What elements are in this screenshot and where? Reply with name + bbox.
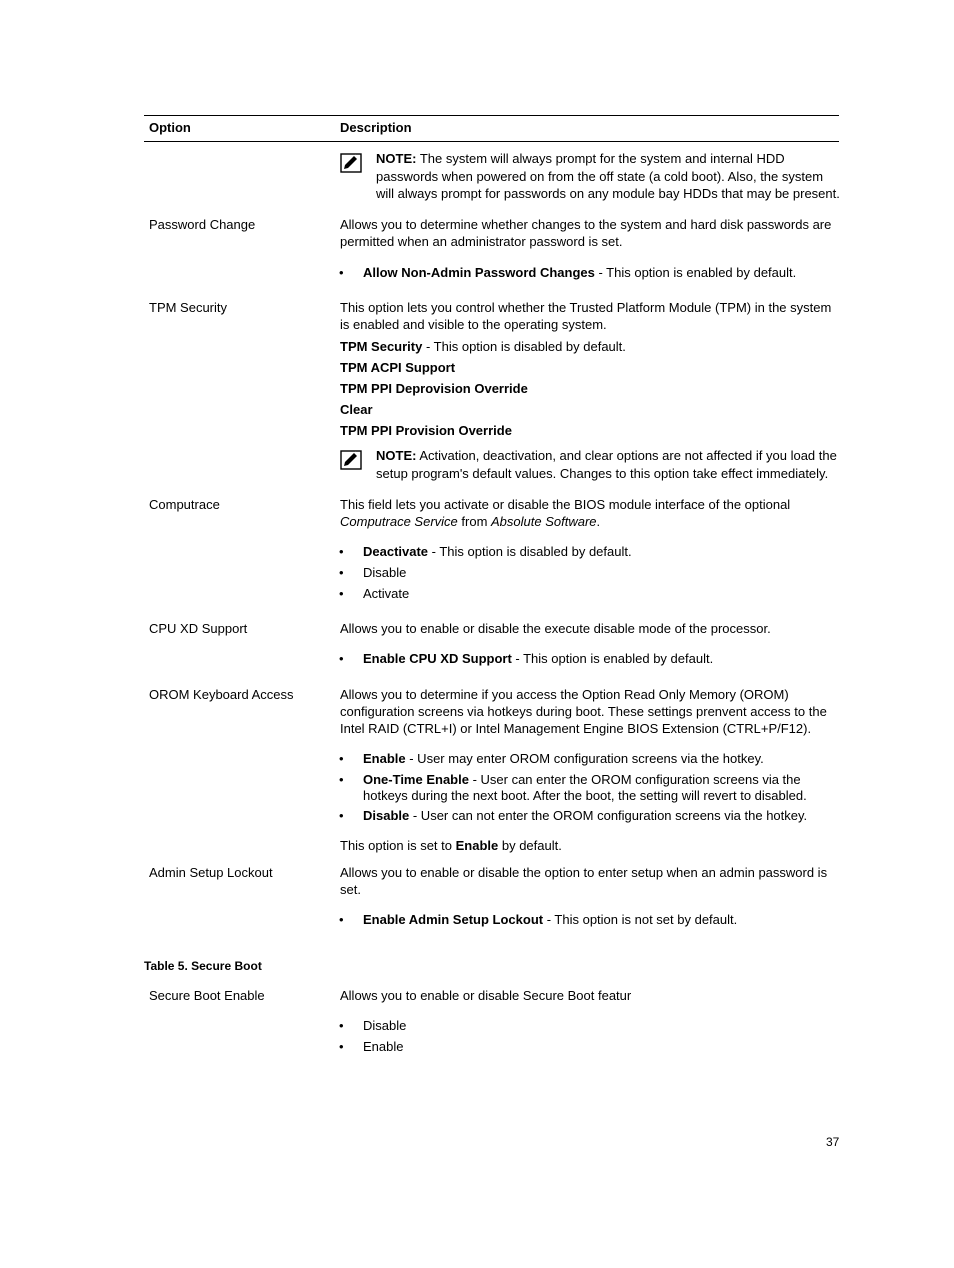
tpm-line-5: TPM PPI Provision Override [340, 423, 512, 438]
note-1-label: NOTE: [376, 151, 417, 166]
option-admin-setup-lockout: Admin Setup Lockout [149, 865, 273, 880]
desc-secure-boot-enable: Allows you to enable or disable Secure Boot featur [340, 988, 632, 1003]
option-password-change: Password Change [149, 217, 256, 232]
option-secure-boot-enable: Secure Boot Enable [149, 988, 265, 1003]
option-orom-keyboard-access: OROM Keyboard Access [149, 687, 294, 702]
note-pencil-icon [340, 153, 362, 173]
note-pencil-icon [340, 450, 362, 470]
note-1-text: The system will always prompt for the system and internal HDD passwords when powered on from the off state (a cold boot). Also, the system will always prompt for passwords on any module bay HDDs that may be present. [376, 151, 840, 201]
tpm-line-2: TPM ACPI Support [340, 360, 456, 375]
document-page: Option Description NOTE: The system will always prompt for the system and internal HDD passwords when powered on from the off state (a cold boot). Also, the system will always prompt for passwords on any module bay HDDs that may be present. Password Change Allows you to determine whether changes to the system and hard disk passwords are permitted when an administrator password is set. • Allow Non-Admin Password Changes - This option is enabled by default. TPM Security This option lets you control whether the Trusted Platform Module (TPM) in the system is enabled and visible to the operating system. TPM Security - This option is disabled by default. TPM ACPI Support TPM PPI Deprovision Override Clear TPM PPI Provision Override NOTE: Activation, deactivation, and clear options are not affected if you load the setup program's default values. Changes to this option take effect immediately. Computrace This field lets you activate or disable the BIOS module interface of the optional Computrace Service from Absolute Software. • Deactivate - This option is disabled by default. • Disable • Activate CPU XD Support Allows you to enable or disable the execute disable mode of the processor. • Enable CPU XD Support - This option is enabled by default. OROM Keyboard Access Allows you to determine if you access the Option Read Only Memory (OROM) configuration screens via hotkeys during boot. These settings prenvent access to the Intel RAID (CTRL+I) or Intel Management Engine BIOS Extension (CTRL+P/F12). • Enable - User may enter OROM configuration screens via the hotkey. • One-Time Enable - User can enter the OROM configuration screens via the hotkeys during the next boot. After the boot, the setting will revert to disabled. • Disable - User can not enter the OROM configuration screens via the hotkey. This option is set to Enable by default. Admin Setup Lockout Allows you to enable or disable the option to enter setup when an admin password is set. • Enable Admin Setup Lockout - This option is not set by default. Table 5. Secure Boot Secure Boot Enable Allows you to enable or disable Secure Boot featur • Disable • Enable 37 [0, 0, 954, 1268]
tpm-line-4: Clear [340, 402, 373, 417]
tpm-line-3: TPM PPI Deprovision Override [340, 381, 528, 396]
tpm-line-1: TPM Security - This option is disabled by default. [340, 339, 626, 354]
header-bottom-rule [144, 141, 839, 142]
desc-orom-keyboard-access: Allows you to determine if you access the Option Read Only Memory (OROM) configuration screens via hotkeys during boot. These settings prenvent access to the Intel RAID (CTRL+I) or Intel Management Engine BIOS Extension (CTRL+P/F12). [340, 687, 827, 736]
desc-admin-setup-lockout: Allows you to enable or disable the option to enter setup when an admin password is set. [340, 865, 828, 897]
note-2: NOTE: Activation, deactivation, and clear options are not affected if you load the setup program's default values. Changes to this option take effect immediately. [376, 448, 837, 481]
header-option: Option [149, 120, 191, 135]
note-1 [376, 150, 841, 203]
desc-cpu-xd-support: Allows you to enable or disable the execute disable mode of the processor. [340, 621, 771, 636]
desc-password-change: Allows you to determine whether changes to the system and hard disk passwords are permitted when an administrator password is set. [340, 217, 832, 249]
table-caption: Table 5. Secure Boot [144, 959, 262, 973]
orom-default-note: This option is set to Enable by default. [340, 838, 562, 853]
table-top-rule [144, 115, 839, 116]
option-tpm-security: TPM Security [149, 300, 228, 315]
page-number: 37 [826, 1135, 840, 1149]
header-description: Description [340, 120, 412, 135]
option-cpu-xd-support: CPU XD Support [149, 621, 248, 636]
desc-tpm-security: This option lets you control whether the Trusted Platform Module (TPM) in the system is enabled and visible to the operating system. [340, 300, 832, 332]
option-computrace: Computrace [149, 497, 220, 512]
desc-computrace: This field lets you activate or disable the BIOS module interface of the optional Computrace Service from Absolute Software. [340, 497, 791, 529]
